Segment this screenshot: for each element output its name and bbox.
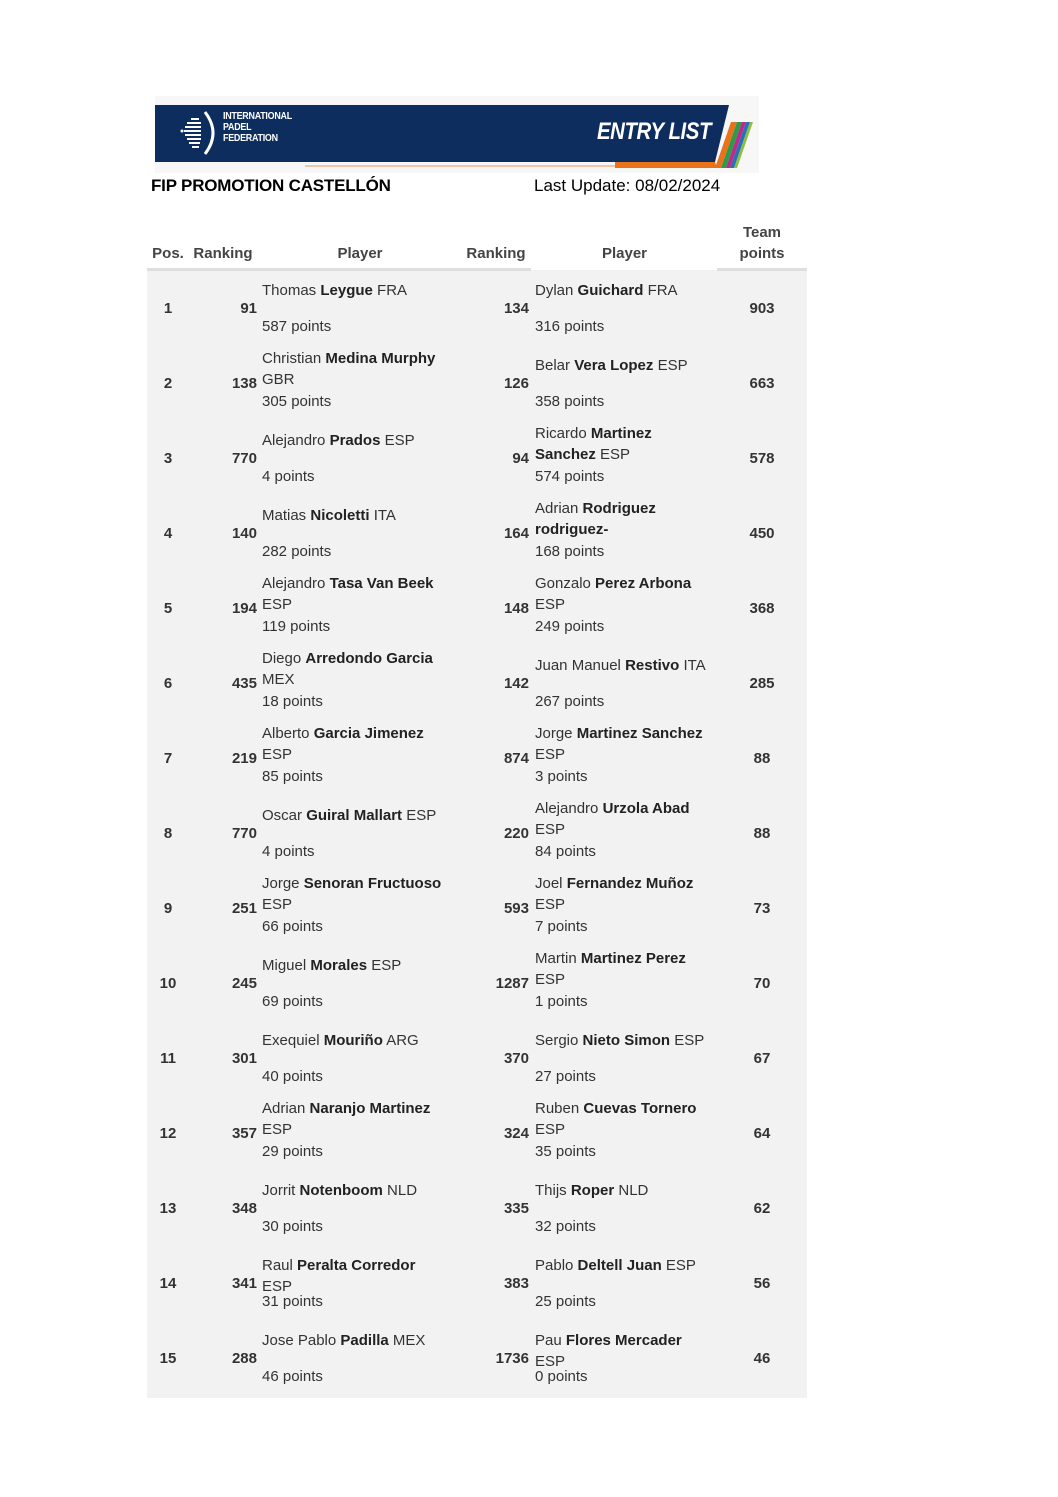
team-points: 46 bbox=[753, 1350, 771, 1367]
player1-first-name: Christian bbox=[262, 350, 322, 367]
position: 9 bbox=[163, 900, 173, 917]
player2-last-name: Rodriguez rodriguez- bbox=[535, 500, 656, 538]
header-pos: Pos. bbox=[152, 245, 184, 262]
player1-last-name: Garcia Jimenez bbox=[313, 725, 424, 742]
player1-ranking: 288 bbox=[231, 1350, 257, 1367]
table-row bbox=[147, 1322, 807, 1397]
player2-first-name: Ruben bbox=[535, 1100, 580, 1117]
player2-ranking: 142 bbox=[503, 675, 529, 692]
player2-name bbox=[535, 1330, 715, 1372]
player1-name bbox=[262, 955, 442, 976]
table-row bbox=[147, 422, 807, 497]
player1-country: ESP bbox=[262, 746, 293, 763]
player2-last-name: Cuevas Tornero bbox=[583, 1100, 697, 1117]
player2-last-name: Flores Mercader bbox=[565, 1332, 682, 1349]
player2-last-name: Deltell Juan bbox=[577, 1257, 662, 1274]
player1-name bbox=[262, 1030, 442, 1051]
player1-points: 587 points bbox=[262, 318, 332, 335]
position: 1 bbox=[163, 300, 173, 317]
player1-first-name: Exequiel bbox=[262, 1032, 320, 1049]
player2-points: 1 points bbox=[535, 993, 588, 1010]
player1-first-name: Oscar bbox=[262, 807, 303, 824]
player2-country: ESP bbox=[600, 446, 631, 463]
player1-first-name: Miguel bbox=[262, 957, 307, 974]
player1-name bbox=[262, 1098, 442, 1140]
player1-ranking: 301 bbox=[231, 1050, 257, 1067]
player1-first-name: Thomas bbox=[262, 282, 317, 299]
team-points: 70 bbox=[753, 975, 771, 992]
position: 8 bbox=[163, 825, 173, 842]
player1-ranking: 435 bbox=[231, 675, 257, 692]
player2-last-name: Martinez Sanchez bbox=[535, 425, 652, 463]
player1-name bbox=[262, 505, 442, 526]
player2-last-name: Roper bbox=[570, 1182, 615, 1199]
table-row bbox=[147, 1022, 807, 1097]
player1-points: 4 points bbox=[262, 843, 315, 860]
player1-first-name: Jose Pablo bbox=[262, 1332, 337, 1349]
player1-first-name: Diego bbox=[262, 650, 302, 667]
player2-ranking: 220 bbox=[503, 825, 529, 842]
player2-name bbox=[535, 573, 715, 615]
player1-first-name: Raul bbox=[262, 1257, 293, 1274]
player1-name bbox=[262, 805, 442, 826]
player2-points: 27 points bbox=[535, 1068, 596, 1085]
player1-last-name: Morales bbox=[310, 957, 368, 974]
player2-last-name: Fernandez Muñoz bbox=[566, 875, 694, 892]
player2-points: 249 points bbox=[535, 618, 605, 635]
position: 14 bbox=[159, 1275, 177, 1292]
header-player-1: Player bbox=[337, 245, 383, 262]
player2-ranking: 148 bbox=[503, 600, 529, 617]
player1-points: 46 points bbox=[262, 1368, 323, 1385]
table-row bbox=[147, 797, 807, 872]
last-update: Last Update: 08/02/2024 bbox=[534, 176, 721, 195]
player1-ranking: 348 bbox=[231, 1200, 257, 1217]
player2-name bbox=[535, 355, 715, 376]
logo-line: PADEL bbox=[223, 121, 252, 133]
player2-points: 316 points bbox=[535, 318, 605, 335]
table-row bbox=[147, 647, 807, 722]
player1-country: ESP bbox=[262, 1121, 293, 1138]
player1-ranking: 219 bbox=[231, 750, 257, 767]
team-points: 88 bbox=[753, 750, 771, 767]
player2-name bbox=[535, 1180, 715, 1201]
header-ranking-2: Ranking bbox=[466, 245, 526, 262]
player1-first-name: Jorge bbox=[262, 875, 300, 892]
position: 7 bbox=[163, 750, 173, 767]
player2-ranking: 874 bbox=[503, 750, 529, 767]
player1-country: ARG bbox=[386, 1032, 419, 1049]
player2-last-name: Guichard bbox=[577, 282, 644, 299]
player1-last-name: Padilla bbox=[340, 1332, 389, 1349]
player1-name bbox=[262, 1255, 442, 1297]
player2-name bbox=[535, 1255, 715, 1276]
header-team-line1: Team bbox=[742, 224, 782, 241]
player1-name bbox=[262, 430, 442, 451]
player2-points: 35 points bbox=[535, 1143, 596, 1160]
position: 15 bbox=[159, 1350, 177, 1367]
player1-country: ESP bbox=[406, 807, 437, 824]
player2-country: ESP bbox=[535, 971, 566, 988]
player2-country: ESP bbox=[535, 896, 566, 913]
player1-name bbox=[262, 648, 442, 690]
player1-ranking: 341 bbox=[231, 1275, 257, 1292]
player2-country: ITA bbox=[683, 657, 706, 674]
player2-country: ESP bbox=[535, 1353, 566, 1370]
header-banner bbox=[155, 96, 759, 173]
position: 12 bbox=[159, 1125, 177, 1142]
player1-last-name: Guiral Mallart bbox=[306, 807, 403, 824]
player1-first-name: Alberto bbox=[262, 725, 310, 742]
player2-country: ESP bbox=[535, 821, 566, 838]
player1-ranking: 91 bbox=[240, 300, 257, 317]
player2-name bbox=[535, 498, 715, 540]
logo-line: FEDERATION bbox=[223, 132, 278, 144]
player2-name bbox=[535, 798, 715, 840]
player1-ranking: 251 bbox=[231, 900, 257, 917]
player1-last-name: Nicoletti bbox=[310, 507, 370, 524]
player1-ranking: 140 bbox=[231, 525, 257, 542]
player2-country: ESP bbox=[657, 357, 688, 374]
logo-line: INTERNATIONAL bbox=[223, 110, 292, 122]
player2-ranking: 164 bbox=[503, 525, 529, 542]
player1-country: ESP bbox=[262, 896, 293, 913]
player2-name bbox=[535, 1030, 715, 1051]
player2-ranking: 370 bbox=[503, 1050, 529, 1067]
player1-name bbox=[262, 723, 442, 765]
player1-points: 282 points bbox=[262, 543, 332, 560]
player2-ranking: 335 bbox=[503, 1200, 529, 1217]
player2-ranking: 593 bbox=[503, 900, 529, 917]
player2-country: ESP bbox=[535, 596, 566, 613]
table-row bbox=[147, 722, 807, 797]
player2-ranking: 1287 bbox=[495, 975, 529, 992]
player2-first-name: Martin bbox=[535, 950, 577, 967]
player2-points: 267 points bbox=[535, 693, 605, 710]
player1-last-name: Mouriño bbox=[323, 1032, 383, 1049]
player1-last-name: Tasa Van Beek bbox=[329, 575, 434, 592]
player2-ranking: 126 bbox=[503, 375, 529, 392]
player2-first-name: Adrian bbox=[535, 500, 579, 517]
position: 2 bbox=[163, 375, 173, 392]
player2-first-name: Belar bbox=[535, 357, 571, 374]
player1-last-name: Peralta Corredor bbox=[297, 1257, 416, 1274]
team-points: 578 bbox=[749, 450, 775, 467]
player2-points: 32 points bbox=[535, 1218, 596, 1235]
player2-ranking: 383 bbox=[503, 1275, 529, 1292]
player1-country: FRA bbox=[377, 282, 408, 299]
header-team-points bbox=[717, 222, 807, 264]
player2-ranking: 1736 bbox=[495, 1350, 529, 1367]
team-points: 73 bbox=[753, 900, 771, 917]
player2-country: ESP bbox=[674, 1032, 705, 1049]
player2-country: ESP bbox=[535, 746, 566, 763]
header-team-line2: points bbox=[739, 245, 785, 262]
team-points: 368 bbox=[749, 600, 775, 617]
player1-first-name: Matias bbox=[262, 507, 307, 524]
table-row bbox=[147, 347, 807, 422]
player1-country: ESP bbox=[262, 596, 293, 613]
player2-points: 84 points bbox=[535, 843, 596, 860]
player1-points: 30 points bbox=[262, 1218, 323, 1235]
table-row bbox=[147, 1247, 807, 1322]
team-points: 62 bbox=[753, 1200, 771, 1217]
player1-country: GBR bbox=[262, 371, 295, 388]
player2-points: 7 points bbox=[535, 918, 588, 935]
player2-ranking: 324 bbox=[503, 1125, 529, 1142]
player2-first-name: Ricardo bbox=[535, 425, 587, 442]
team-points: 88 bbox=[753, 825, 771, 842]
position: 3 bbox=[163, 450, 173, 467]
header-divider bbox=[717, 268, 807, 271]
player1-ranking: 357 bbox=[231, 1125, 257, 1142]
player1-points: 29 points bbox=[262, 1143, 323, 1160]
team-points: 450 bbox=[749, 525, 775, 542]
player2-last-name: Martinez Perez bbox=[580, 950, 686, 967]
player1-country: ESP bbox=[371, 957, 402, 974]
player2-country: ESP bbox=[535, 1121, 566, 1138]
player1-ranking: 770 bbox=[231, 825, 257, 842]
player1-points: 31 points bbox=[262, 1293, 323, 1310]
player2-name bbox=[535, 1098, 715, 1140]
player1-last-name: Senoran Fructuoso bbox=[303, 875, 442, 892]
position: 13 bbox=[159, 1200, 177, 1217]
entry-list-title: ENTRY LIST bbox=[597, 118, 712, 145]
player2-last-name: Vera Lopez bbox=[574, 357, 654, 374]
player2-name bbox=[535, 423, 715, 465]
fip-logo-text bbox=[223, 111, 292, 144]
player2-name bbox=[535, 655, 715, 676]
table-row bbox=[147, 947, 807, 1022]
player2-first-name: Juan Manuel bbox=[535, 657, 621, 674]
player1-name bbox=[262, 873, 442, 915]
player1-points: 69 points bbox=[262, 993, 323, 1010]
team-points: 903 bbox=[749, 300, 775, 317]
table-row bbox=[147, 1097, 807, 1172]
player2-name bbox=[535, 280, 715, 301]
player2-last-name: Restivo bbox=[625, 657, 680, 674]
player2-points: 3 points bbox=[535, 768, 588, 785]
header-divider bbox=[147, 268, 531, 271]
player1-first-name: Alejandro bbox=[262, 575, 326, 592]
player1-first-name: Alejandro bbox=[262, 432, 326, 449]
player1-country: MEX bbox=[262, 671, 295, 688]
player2-last-name: Nieto Simon bbox=[582, 1032, 671, 1049]
player1-points: 66 points bbox=[262, 918, 323, 935]
player2-last-name: Martinez Sanchez bbox=[576, 725, 703, 742]
player1-name bbox=[262, 348, 442, 390]
player2-first-name: Alejandro bbox=[535, 800, 599, 817]
player1-points: 40 points bbox=[262, 1068, 323, 1085]
player2-country: NLD bbox=[618, 1182, 649, 1199]
player2-ranking: 134 bbox=[503, 300, 529, 317]
player2-country: ESP bbox=[665, 1257, 696, 1274]
player2-first-name: Sergio bbox=[535, 1032, 579, 1049]
player1-name bbox=[262, 573, 442, 615]
player2-first-name: Thijs bbox=[535, 1182, 567, 1199]
team-points: 285 bbox=[749, 675, 775, 692]
player2-ranking: 94 bbox=[512, 450, 529, 467]
position: 5 bbox=[163, 600, 173, 617]
player2-points: 358 points bbox=[535, 393, 605, 410]
player2-first-name: Dylan bbox=[535, 282, 574, 299]
player1-last-name: Prados bbox=[329, 432, 381, 449]
position: 11 bbox=[160, 1050, 176, 1067]
player2-country: FRA bbox=[647, 282, 678, 299]
player2-first-name: Jorge bbox=[535, 725, 573, 742]
event-title: FIP PROMOTION CASTELLÓN bbox=[151, 176, 391, 195]
player1-last-name: Leygue bbox=[320, 282, 373, 299]
player1-ranking: 194 bbox=[231, 600, 257, 617]
player1-last-name: Arredondo Garcia bbox=[305, 650, 433, 667]
player2-name bbox=[535, 873, 715, 915]
player2-first-name: Gonzalo bbox=[535, 575, 591, 592]
table-row bbox=[147, 572, 807, 647]
player2-name bbox=[535, 723, 715, 765]
player1-points: 4 points bbox=[262, 468, 315, 485]
player1-points: 85 points bbox=[262, 768, 323, 785]
header-ranking-1: Ranking bbox=[193, 245, 253, 262]
player1-points: 305 points bbox=[262, 393, 332, 410]
player2-points: 574 points bbox=[535, 468, 605, 485]
header-player-2: Player bbox=[601, 245, 648, 262]
player1-ranking: 770 bbox=[231, 450, 257, 467]
player1-country: ESP bbox=[384, 432, 415, 449]
player2-last-name: Perez Arbona bbox=[595, 575, 692, 592]
player1-country: MEX bbox=[392, 1332, 426, 1349]
player1-first-name: Jorrit bbox=[262, 1182, 296, 1199]
player1-name bbox=[262, 1330, 442, 1351]
player1-first-name: Adrian bbox=[262, 1100, 306, 1117]
table-row bbox=[147, 1172, 807, 1247]
player1-country: ITA bbox=[373, 507, 396, 524]
player1-points: 119 points bbox=[262, 618, 331, 635]
player2-first-name: Pablo bbox=[535, 1257, 574, 1274]
player1-name bbox=[262, 280, 442, 301]
player1-points: 18 points bbox=[262, 693, 323, 710]
player2-points: 168 points bbox=[535, 543, 605, 560]
table-row bbox=[147, 872, 807, 947]
team-points: 663 bbox=[749, 375, 775, 392]
position: 10 bbox=[159, 975, 177, 992]
player2-last-name: Urzola Abad bbox=[602, 800, 690, 817]
player2-points: 25 points bbox=[535, 1293, 596, 1310]
player2-name bbox=[535, 948, 715, 990]
banner-orange-bar bbox=[615, 162, 717, 168]
player2-first-name: Joel bbox=[535, 875, 563, 892]
table-row bbox=[147, 497, 807, 572]
player2-points: 0 points bbox=[535, 1368, 588, 1385]
team-points: 56 bbox=[753, 1275, 771, 1292]
player1-country: ESP bbox=[262, 1278, 293, 1295]
position: 6 bbox=[163, 675, 173, 692]
player1-last-name: Medina Murphy bbox=[325, 350, 436, 367]
player2-first-name: Pau bbox=[535, 1332, 562, 1349]
player1-country: NLD bbox=[387, 1182, 418, 1199]
team-points: 67 bbox=[753, 1050, 771, 1067]
player1-ranking: 138 bbox=[231, 375, 257, 392]
player1-last-name: Naranjo Martinez bbox=[309, 1100, 431, 1117]
team-points: 64 bbox=[753, 1125, 771, 1142]
position: 4 bbox=[163, 525, 173, 542]
player1-ranking: 245 bbox=[231, 975, 257, 992]
player1-name bbox=[262, 1180, 442, 1201]
table-row bbox=[147, 272, 807, 347]
player1-last-name: Notenboom bbox=[299, 1182, 383, 1199]
